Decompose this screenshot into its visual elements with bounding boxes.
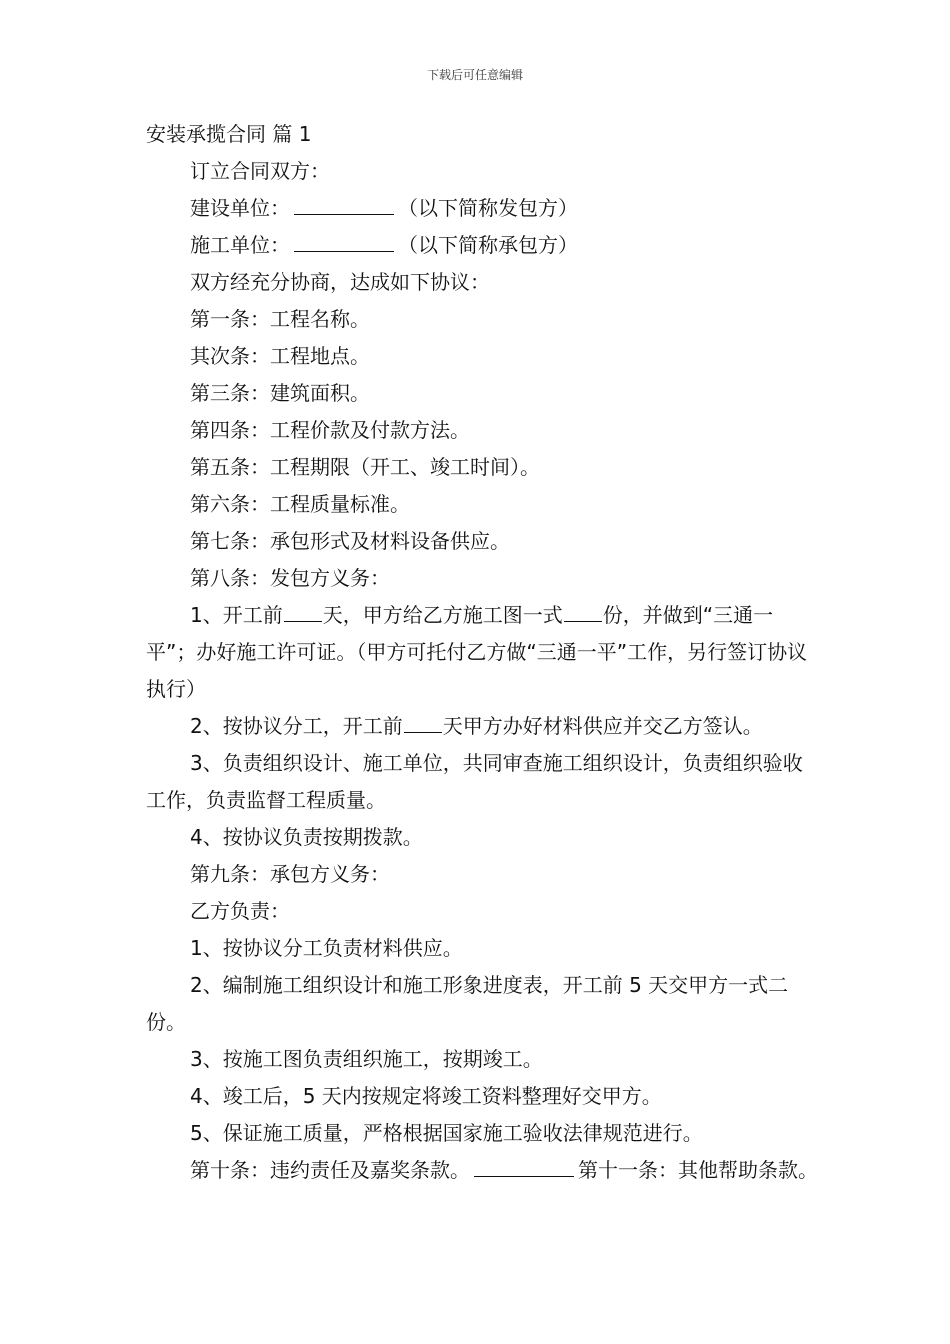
agreement-intro: 双方经充分协商，达成如下协议： <box>190 270 490 294</box>
employer-duty-1-part2: 天，甲方给乙方施工图一式 <box>322 603 563 627</box>
contractor-duty-4: 4、竣工后，5 天内按规定将竣工资料整理好交甲方。 <box>190 1084 662 1108</box>
employer-duty-4: 4、按协议负责按期拨款。 <box>190 825 423 849</box>
copies-blank <box>564 597 602 622</box>
contractor-label: 施工单位： <box>190 233 290 257</box>
article-10-blank <box>474 1152 574 1177</box>
builder-line <box>146 190 818 227</box>
article-3: 第三条：建筑面积。 <box>190 381 370 405</box>
builder-suffix: （以下简称发包方） <box>398 196 578 220</box>
article-9: 第九条：承包方义务： <box>190 862 390 886</box>
contractor-duty-5: 5、保证施工质量，严格根据国家施工验收法律规范进行。 <box>190 1121 703 1145</box>
contractor-duty-3: 3、按施工图负责组织施工，按期竣工。 <box>190 1047 543 1071</box>
builder-blank <box>294 190 394 215</box>
contractor-responsible: 乙方负责： <box>190 899 290 923</box>
days-blank <box>284 597 322 622</box>
employer-duty-2-part1: 2、按协议分工，开工前 <box>190 714 403 738</box>
article-11: 第十一条：其他帮助条款。 <box>578 1158 818 1182</box>
article-1: 第一条：工程名称。 <box>190 307 370 331</box>
contractor-suffix: （以下简称承包方） <box>398 233 578 257</box>
article-5: 第五条：工程期限（开工、竣工时间）。 <box>190 455 540 479</box>
article-10-11 <box>146 1152 818 1189</box>
employer-duty-1-part3: 份，并做到“三通一平”；办好施工许可证。（甲方可托付乙方做“三通一平”工作，另行签订协议执行） <box>146 603 808 701</box>
contractor-duty-2: 2、编制施工组织设计和施工形象进度表，开工前 5 天交甲方一式二份。 <box>146 973 789 1034</box>
contractor-blank <box>294 227 394 252</box>
contractor-duty-1: 1、按协议分工负责材料供应。 <box>190 936 463 960</box>
employer-duty-2-part2: 天甲方办好材料供应并交乙方签认。 <box>442 714 763 738</box>
contract-document <box>146 116 818 1189</box>
article-10: 第十条：违约责任及嘉奖条款。 <box>190 1158 470 1182</box>
article-7: 第七条：承包形式及材料设备供应。 <box>190 529 510 553</box>
employer-duty-1-part1: 1、开工前 <box>190 603 283 627</box>
employer-duty-3: 3、负责组织设计、施工单位，共同审查施工组织设计，负责组织验收工作，负责监督工程质量。 <box>146 751 803 812</box>
builder-label: 建设单位： <box>190 196 290 220</box>
article-6: 第六条：工程质量标准。 <box>190 492 410 516</box>
article-8: 第八条：发包方义务： <box>190 566 390 590</box>
parties-intro: 订立合同双方： <box>190 159 330 183</box>
article-4: 第四条：工程价款及付款方法。 <box>190 418 470 442</box>
header-note: 下载后可任意编辑 <box>426 68 523 82</box>
contractor-line <box>146 227 818 264</box>
supply-days-blank <box>404 708 442 733</box>
article-2: 其次条：工程地点。 <box>190 344 370 368</box>
employer-duty-2 <box>146 708 818 745</box>
employer-duty-1 <box>146 597 818 708</box>
document-title: 安装承揽合同 篇 1 <box>146 122 312 146</box>
